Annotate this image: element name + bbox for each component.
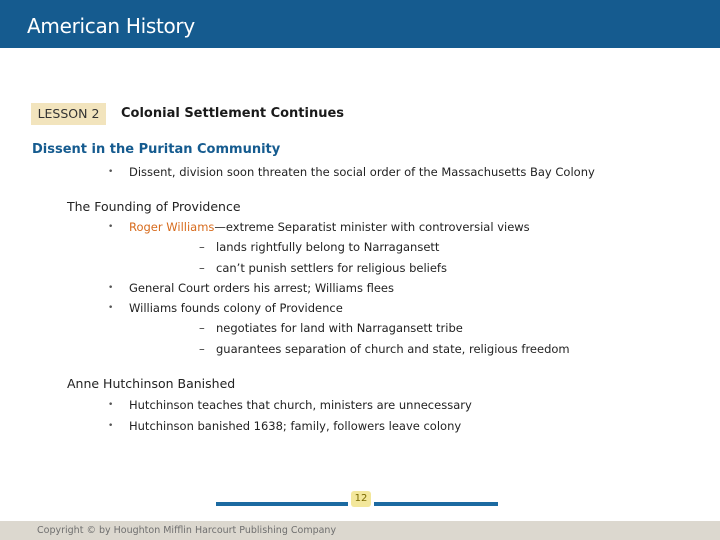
- hutchinson-teaches-bullet: Hutchinson teaches that church, ministers are unnecessary: [129, 398, 472, 412]
- williams-description: —extreme Separatist minister with controversial views: [214, 220, 530, 234]
- bullet-marker: •: [108, 303, 114, 313]
- sub-point-lands: lands rightfully belong to Narragansett: [216, 240, 440, 254]
- header-bar: [0, 0, 720, 48]
- sub-point-separation: guarantees separation of church and state, religious freedom: [216, 342, 570, 356]
- bullet-marker: •: [108, 400, 114, 410]
- roger-williams-name: Roger Williams: [129, 220, 215, 234]
- founds-providence-bullet: Williams founds colony of Providence: [129, 301, 343, 315]
- lesson-badge: LESSON 2: [31, 103, 106, 125]
- section-heading: Dissent in the Puritan Community: [32, 142, 281, 157]
- bullet-marker: •: [108, 167, 114, 177]
- copyright-notice: Copyright © by Houghton Mifflin Harcourt Publishing Company: [37, 525, 337, 536]
- footer-divider-right: [374, 502, 498, 506]
- hutchinson-banished-bullet: Hutchinson banished 1638; family, followers leave colony: [129, 419, 462, 433]
- dash-marker: –: [199, 261, 205, 275]
- dash-marker: –: [199, 321, 205, 335]
- page-number: 12: [351, 491, 371, 507]
- hutchinson-heading: Anne Hutchinson Banished: [67, 376, 236, 391]
- lesson-title: Colonial Settlement Continues: [121, 106, 345, 121]
- bullet-marker: •: [108, 421, 114, 431]
- providence-heading: The Founding of Providence: [67, 199, 241, 214]
- sub-point-punish: can’t punish settlers for religious beliefs: [216, 261, 447, 275]
- arrest-bullet: General Court orders his arrest; Williams flees: [129, 281, 394, 295]
- bullet-marker: •: [108, 222, 114, 232]
- dash-marker: –: [199, 342, 205, 356]
- sub-point-negotiates: negotiates for land with Narragansett tribe: [216, 321, 463, 335]
- course-title: American History: [27, 14, 195, 38]
- williams-bullet: [129, 219, 530, 235]
- dash-marker: –: [199, 240, 205, 254]
- bullet-marker: •: [108, 283, 114, 293]
- intro-bullet-text: Dissent, division soon threaten the social order of the Massachusetts Bay Colony: [129, 165, 595, 179]
- footer-divider-left: [216, 502, 348, 506]
